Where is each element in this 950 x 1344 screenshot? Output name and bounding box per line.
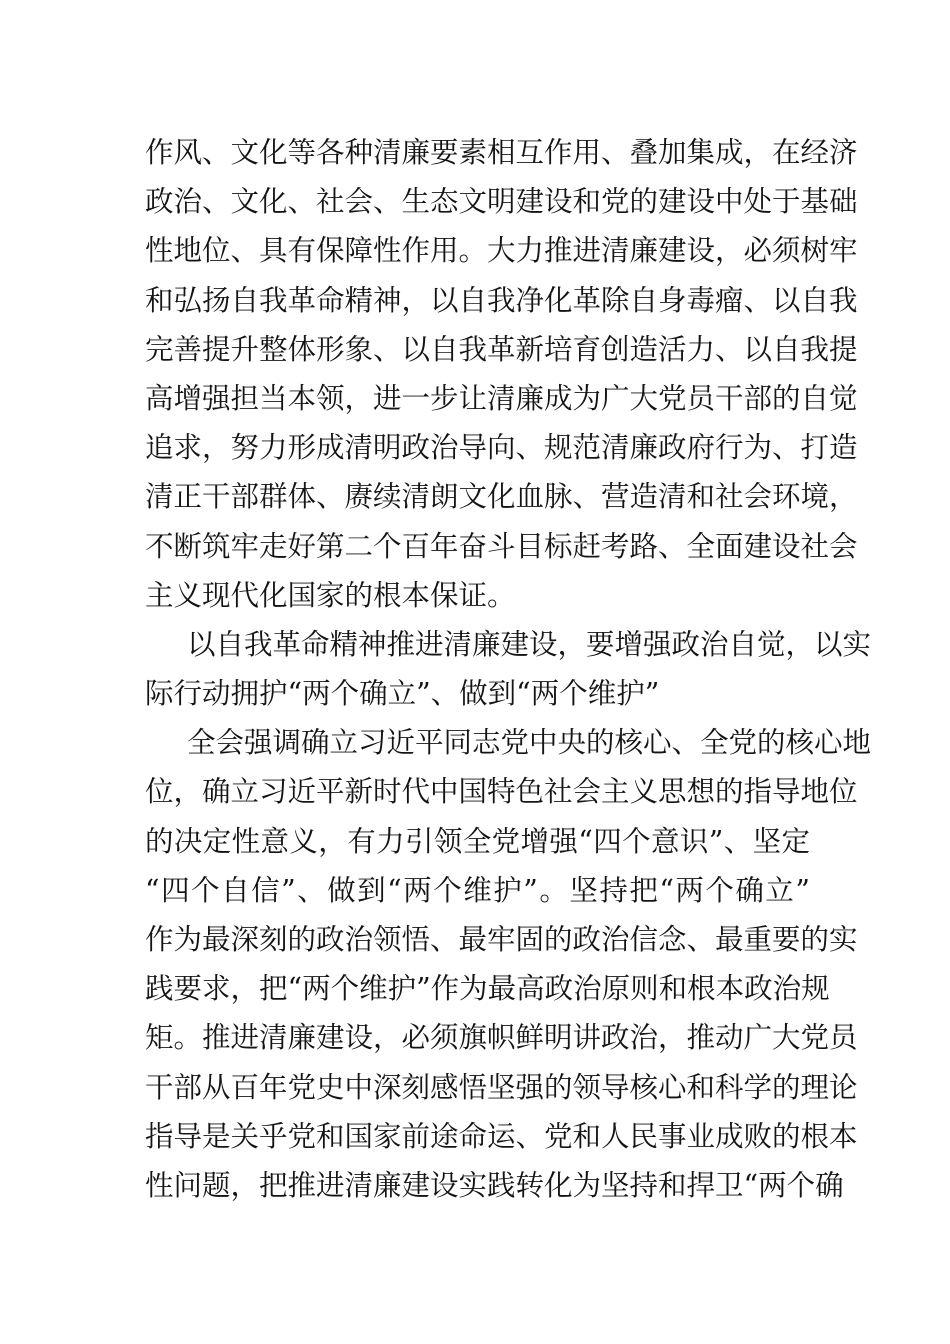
- text-line: 践要求，把“两个维护”作为最高政治原则和根本政治规: [145, 972, 830, 1006]
- text-line: 性问题，把推进清廉建设实践转化为坚持和捍卫“两个确: [145, 1168, 844, 1202]
- text-line: 作为最深刻的政治领悟、最牢固的政治信念、最重要的实: [145, 923, 858, 956]
- heading-line: 以自我革命精神推进清廉建设，要增强政治自觉，以实: [187, 627, 872, 661]
- text-line: 政治、文化、社会、生态文明建设和党的建设中处于基础: [145, 185, 858, 219]
- paragraph-end-line: 主义现代化国家的根本保证。: [145, 578, 516, 612]
- text-line: 矩。推进清廉建设，必须旗帜鲜明讲政治，推动广大党员: [145, 1021, 858, 1055]
- text-line: 位，确立习近平新时代中国特色社会主义思想的指导地位: [145, 775, 858, 809]
- paragraph-start-line: 全会强调确立习近平同志党中央的核心、全党的核心地: [187, 726, 872, 760]
- text-line: 和弘扬自我革命精神，以自我净化革除自身毒瘤、以自我: [145, 283, 858, 317]
- text-line: 完善提升整体形象、以自我革新培育创造活力、以自我提: [145, 332, 858, 366]
- text-line: 清正干部群体、赓续清朗文化血脉、营造清和社会环境，: [145, 480, 858, 514]
- body-text: [145, 128, 872, 1210]
- heading-end-line: 际行动拥护“两个确立”、做到“两个维护”: [145, 677, 660, 711]
- text-line: 作风、文化等各种清廉要素相互作用、叠加集成，在经济: [145, 136, 858, 169]
- text-line: 指导是关乎党和国家前途命运、党和人民事业成败的根本: [145, 1119, 858, 1153]
- text-line: 性地位、具有保障性作用。大力推进清廉建设，必须树牢: [145, 234, 858, 268]
- text-line: 干部从百年党史中深刻感悟坚强的领导核心和科学的理论: [145, 1070, 858, 1104]
- text-line: 不断筑牢走好第二个百年奋斗目标赶考路、全面建设社会: [145, 529, 858, 563]
- text-line: “四个自信”、做到“两个维护”。坚持把“两个确立”: [145, 873, 810, 907]
- text-line: 高增强担当本领，进一步让清廉成为广大党员干部的自觉: [145, 381, 858, 415]
- text-line: 追求，努力形成清明政治导向、规范清廉政府行为、打造: [145, 431, 858, 465]
- text-line: 的决定性意义，有力引领全党增强“四个意识”、坚定: [145, 824, 810, 858]
